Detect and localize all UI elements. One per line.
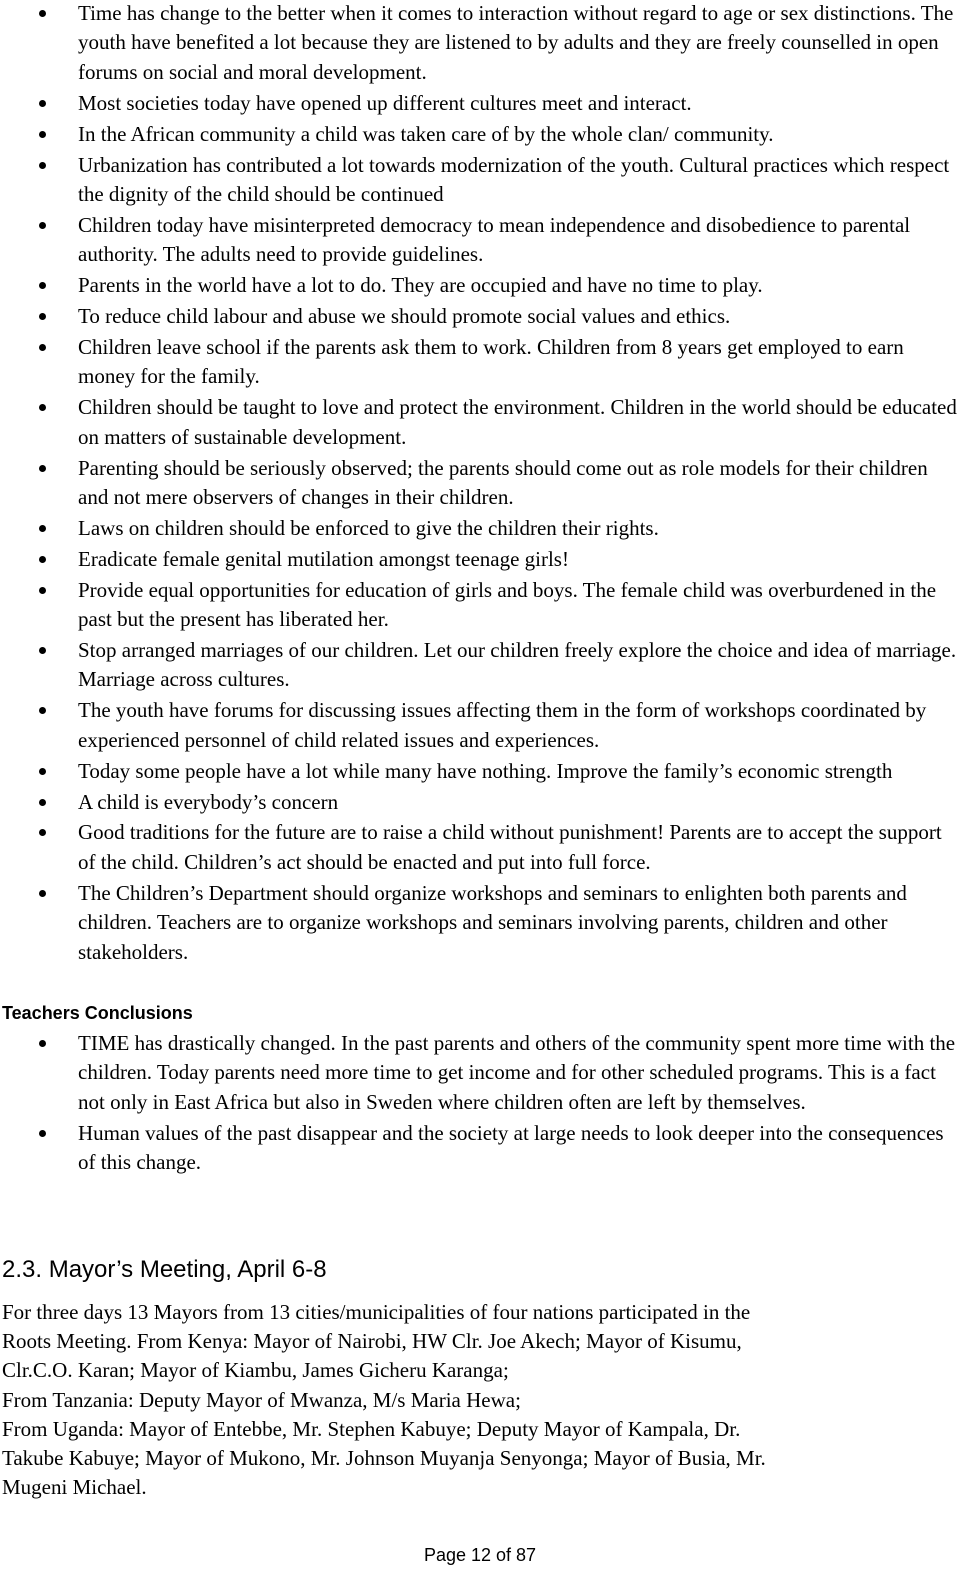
bullet-dot-icon [39,10,46,17]
bullet-dot-icon [39,222,46,229]
paragraph-line: Takube Kabuye; Mayor of Mukono, Mr. Johnson Muyanja Senyonga; Mayor of Busia, Mr. [2,1446,766,1471]
bullet-text: Stop arranged marriages of our children. Let our children freely explore the choice and idea of marriage. Marriage across cultures. [78,638,957,692]
bullet-item [0,151,960,210]
paragraph-line: For three days 13 Mayors from 13 cities/municipalities of four nations participated in the [2,1300,751,1324]
bullet-dot-icon [39,313,46,320]
bullet-item [0,1119,960,1178]
bullet-text: Parenting should be seriously observed; the parents should come out as role models for their children and not mere observers of changes in their children. [78,455,928,509]
bullet-item [0,89,960,118]
bullet-text: In the African community a child was taken care of by the whole clan/ community. [78,121,774,146]
bullet-item [0,696,960,755]
page-footer: Page 12 of 87 [423,1545,537,1565]
bullet-text: The Children’s Department should organize workshops and seminars to enlighten both parents and children. Teachers are to organize workshops and seminars involving parents, children and other stakeholders. [78,880,907,964]
bullet-dot-icon [39,829,46,836]
bullet-item [0,514,960,543]
bullet-dot-icon [39,707,46,714]
bullet-dot-icon [39,131,46,138]
bullet-item [0,333,960,392]
bullet-dot-icon [39,768,46,775]
teachers-conclusions-heading: Teachers Conclusions [2,1003,193,1023]
bullet-item [0,271,960,300]
bullet-item [0,0,960,87]
bullet-item [0,788,960,817]
bullet-text: Children should be taught to love and protect the environment. Children in the world should be educated on matters of sustainable development. [78,395,957,449]
bullet-dot-icon [39,344,46,351]
bullet-item [0,211,960,270]
bullet-dot-icon [39,890,46,897]
bullet-item [0,879,960,967]
mayors-meeting-paragraph [2,1298,958,1502]
bullet-text: Children today have misinterpreted democracy to mean independence and disobedience to parental authority. The adults need to provide guidelines. [78,212,911,267]
bullet-text: Urbanization has contributed a lot towards modernization of the youth. Cultural practices which respect the dignity of the child should be continued [78,152,950,206]
bullet-item [0,302,960,331]
bullet-dot-icon [39,404,46,411]
bullet-text: Human values of the past disappear and the society at large needs to look deeper into the consequences of this change. [78,1120,944,1175]
bullet-item [0,818,960,877]
bullet-text: The youth have forums for discussing issues affecting them in the form of workshops coordinated by experienced personnel of child related issues and experiences. [78,698,927,752]
bullet-text: Eradicate female genital mutilation amongst teenage girls! [78,546,569,571]
bullet-text: Parents in the world have a lot to do. They are occupied and have no time to play. [78,273,763,298]
bullet-dot-icon [39,647,46,654]
bullet-text: To reduce child labour and abuse we should promote social values and ethics. [78,304,731,329]
bullet-dot-icon [39,282,46,289]
bullet-text: Provide equal opportunities for education of girls and boys. The female child was overburdened in the past but the present has liberated her. [78,577,937,632]
bullet-dot-icon [39,556,46,563]
bullet-item [0,454,960,513]
paragraph-line: Mugeni Michael. [2,1475,147,1500]
bullet-dot-icon [39,100,46,107]
section-heading: 2.3. Mayor’s Meeting, April 6-8 [2,1256,327,1283]
bullet-text: Good traditions for the future are to raise a child without punishment! Parents are to accept the support of the child. Children’s act should be enacted and put into full force. [78,820,942,874]
bullet-item [0,576,960,635]
paragraph-line: Clr.C.O. Karan; Mayor of Kiambu, James Gicheru Karanga; [2,1358,509,1383]
paragraph-line: Roots Meeting. From Kenya: Mayor of Nairobi, HW Clr. Joe Akech; Mayor of Kisumu, [2,1329,742,1354]
bullet-text: TIME has drastically changed. In the past parents and others of the community spent more time with the children. Today parents need more time to get income and for other scheduled programs. This is a fact not only in East Africa but also in Sweden where children often are left by themselves. [78,1031,956,1114]
bullet-item [0,636,960,695]
bullet-text: Time has change to the better when it comes to interaction without regard to age or sex distinctions. The youth have benefited a lot because they are listened to by adults and they are freely counselled in open forums on social and moral development. [78,1,954,84]
paragraph-line: From Uganda: Mayor of Entebbe, Mr. Stephen Kabuye; Deputy Mayor of Kampala, Dr. [2,1416,741,1441]
bullet-dot-icon [39,525,46,532]
bullet-item [0,393,960,452]
bullet-item [0,757,960,786]
bullet-dot-icon [39,587,46,594]
bullet-item [0,1029,960,1117]
bullet-dot-icon [39,465,46,472]
paragraph-line: From Tanzania: Deputy Mayor of Mwanza, M/s Maria Hewa; [2,1387,521,1412]
bullet-dot-icon [39,162,46,169]
bullet-text: Laws on children should be enforced to give the children their rights. [78,515,659,540]
bullet-dot-icon [39,799,46,806]
bullet-list-2 [0,1029,960,1179]
bullet-text: Most societies today have opened up different cultures meet and interact. [78,90,692,115]
bullet-text: A child is everybody’s concern [78,789,339,814]
bullet-dot-icon [39,1040,46,1047]
bullet-text: Children leave school if the parents ask them to work. Children from 8 years get employed to earn money for the family. [78,334,904,389]
bullet-item [0,545,960,574]
bullet-dot-icon [39,1130,46,1137]
bullet-text: Today some people have a lot while many have nothing. Improve the family’s economic strength [78,758,893,783]
bullet-item [0,120,960,149]
